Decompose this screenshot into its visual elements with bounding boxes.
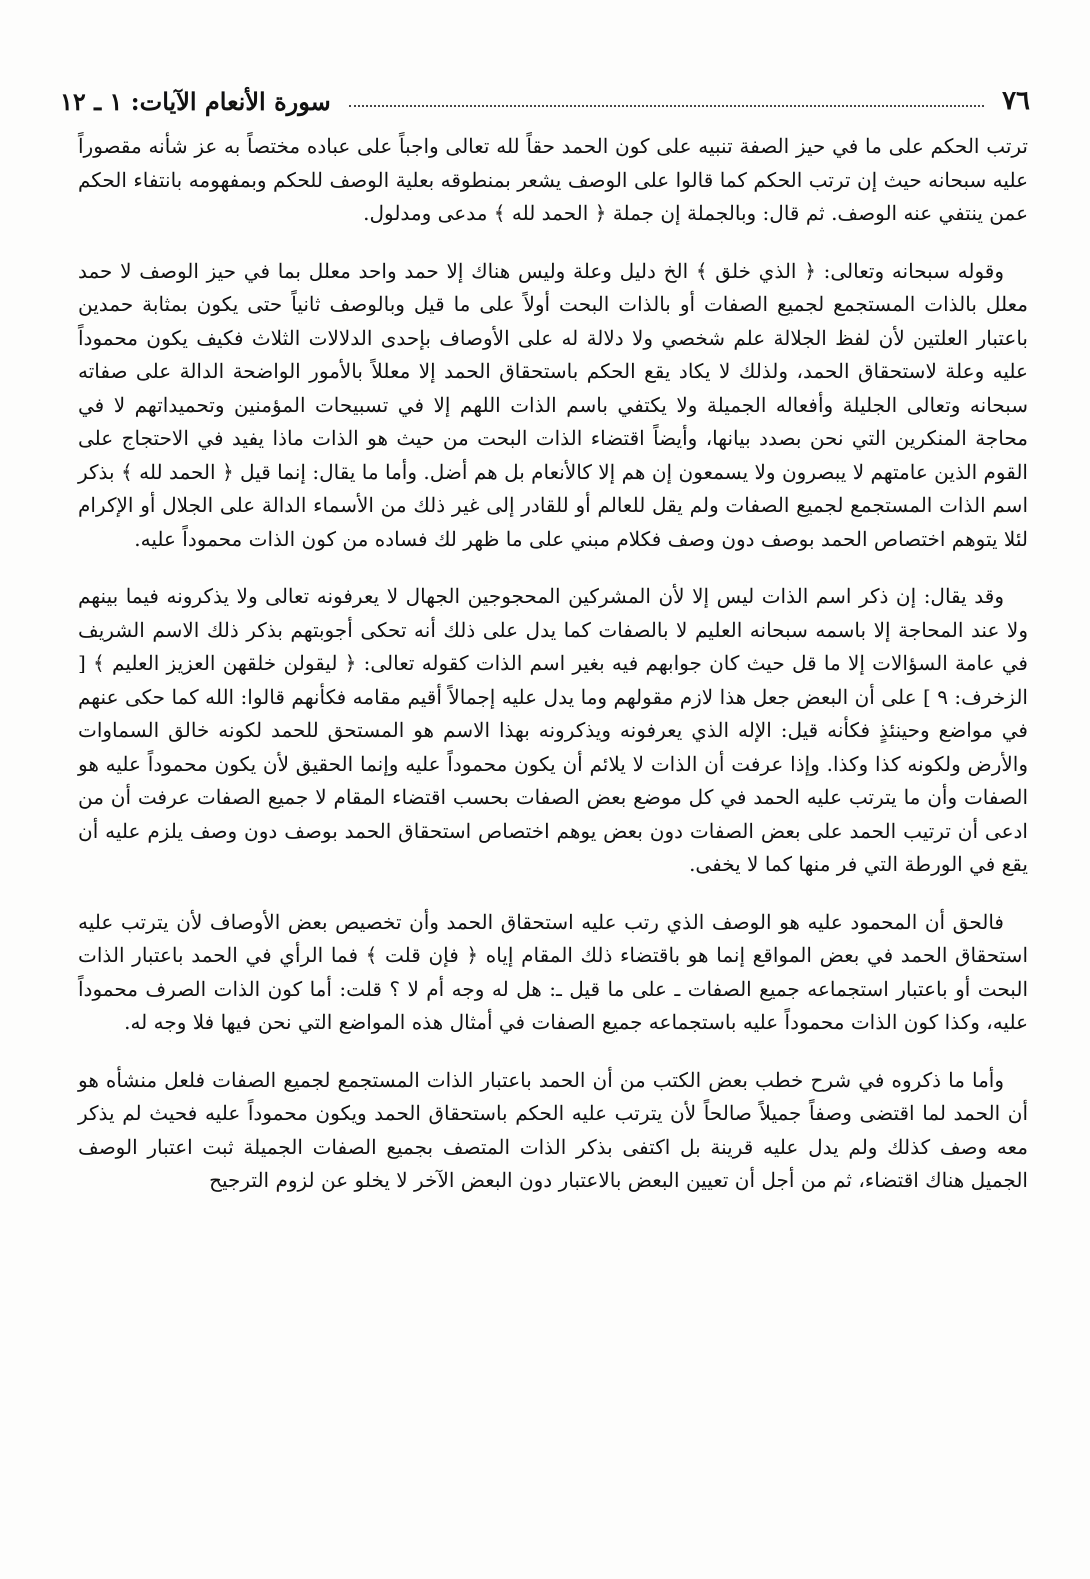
paragraph: وقد يقال: إن ذكر اسم الذات ليس إلا لأن المشركين المحجوجين الجهال لا يعرفونه تعالى ولا يذكرونه فيما بينهم ولا عند المحاجة إلا باسمه سبحانه العليم لا بالصفات كما يدل على ذلك أنه تحكى أجوبتهم بذكر ذلك الاسم الشريف في عامة السؤالات إلا ما قل حيث كان جوابهم فيه بغير اسم الذات كقوله تعالى: ﴿ ليقولن خلقهن العزيز العليم ﴾ [ الزخرف: ٩ ] على أن البعض جعل هذا لازم مقولهم وما يدل عليه إجمالاً أقيم مقامه فكأنهم قالوا: الله كما حكى عنهم في مواضع وحينئذٍ فكأنه قيل: الإله الذي يعرفونه ويذكرونه بهذا الاسم هو المستحق للحمد لكونه خالق السماوات والأرض ولكونه كذا وكذا. وإذا عرفت أن الذات لا يلائم أن يكون محموداً عليه وإنما الحقيق لأن يكون محموداً عليه هو الصفات وأن ما يترتب عليه الحمد في كل موضع بعض الصفات بحسب اقتضاء المقام لا جميع الصفات عرفت أن من ادعى أن ترتيب الحمد على بعض الصفات دون بعض يوهم اختصاص استحقاق الحمد بوصف دون وصف يلزم عليه أن يقع في الورطة التي فر منها كما لا يخفى.: [78, 584, 1028, 876]
paragraph: وأما ما ذكروه في شرح خطب بعض الكتب من أن الحمد باعتبار الذات المستجمع لجميع الصفات فلعل منشأه هو أن الحمد لما اقتضى وصفاً جميلاً صالحاً لأن يترتب عليه الحكم باستحقاق الحمد ويكون محموداً عليه فحيث لم يذكر معه وصف كذلك ولم يدل عليه قرينة بل اكتفى بذكر الذات المتصف بجميع الصفات الجميلة ثبت اعتبار الوصف الجميل هناك اقتضاء، ثم من أجل أن تعيين البعض بالاعتبار دون البعض الآخر لا يخلو عن لزوم الترجيح: [78, 1067, 1028, 1192]
paragraph: ترتب الحكم على ما في حيز الصفة تنبيه على كون الحمد حقاً لله تعالى واجباً على عباده مختصاً به عز شأنه مقصوراً عليه سبحانه حيث إن ترتب الحكم كما قالوا على الوصف يشعر بمنطوقه بعلية الوصف للحكم وبمفهومه بانتفاء الحكم عمن ينتفي عنه الوصف. ثم قال: وبالجملة إن جملة ﴿ الحمد لله ﴾ مدعى ومدلول.: [78, 134, 1028, 225]
page-number: ٧٦: [1002, 86, 1030, 116]
header-dotted-leader: [349, 105, 984, 107]
paragraph: وقوله سبحانه وتعالى: ﴿ الذي خلق ﴾ الخ دليل وعلة وليس هناك إلا حمد واحد معلل بما في حيز الوصف لا حمد معلل بالذات المستجمع لجميع الصفات أو بالذات البحت أولاً على ما قيل وبالوصف ثانياً حتى يكون بمثابة حمدين باعتبار العلتين لأن لفظ الجلالة علم شخصي ولا دلالة له على الأوصاف بإحدى الدلالات الثلاث فكيف يكون محموداً عليه وعلة لاستحقاق الحمد، ولذلك لا يكاد يقع الحكم باستحقاق الحمد إلا معللاً بالأمور الواضحة الدالة على صفاته سبحانه وتعالى الجليلة وأفعاله الجميلة ولا يكتفي باسم الذات اللهم إلا في تسبيحات المؤمنين وتحميداتهم لا في محاجة المنكرين التي نحن بصدد بيانها، وأيضاً اقتضاء الذات البحت من حيث هو الذات ماذا يفيد في الاحتجاج على القوم الذين عامتهم لا يبصرون ولا يسمعون إن هم إلا كالأنعام بل هم أضل. وأما ما يقال: إنما قيل ﴿ الحمد لله ﴾ بذكر اسم الذات المستجمع لجميع الصفات ولم يقل للعالم أو للقادر إلى غير ذلك من الأسماء الدالة على الجلال أو الإكرام لئلا يتوهم اختصاص الحمد بوصف دون وصف فكلام مبني على ما ظهر لك فساده من كون الذات محموداً عليه.: [78, 258, 1028, 551]
page-body: [78, 130, 1028, 1222]
running-title: سورة الأنعام الآيات: ١ ـ ١٢: [60, 87, 331, 116]
page-header: [60, 76, 1030, 116]
paragraph: فالحق أن المحمود عليه هو الوصف الذي رتب عليه استحقاق الحمد وأن تخصيص بعض الأوصاف لأن يترتب عليه استحقاق الحمد في بعض المواقع إنما هو باقتضاء ذلك المقام إياه ﴿ فإن قلت ﴾ فما الرأي في الحمد باعتبار الذات البحت أو باعتبار استجماعه جميع الصفات ـ على ما قيل ـ: هل له وجه أم لا ؟ قلت: أما كون الذات الصرف محموداً عليه، وكذا كون الذات محموداً عليه باستجماعه جميع الصفات في أمثال هذه المواضع التي نحن فيها فلا وجه له.: [78, 909, 1028, 1034]
